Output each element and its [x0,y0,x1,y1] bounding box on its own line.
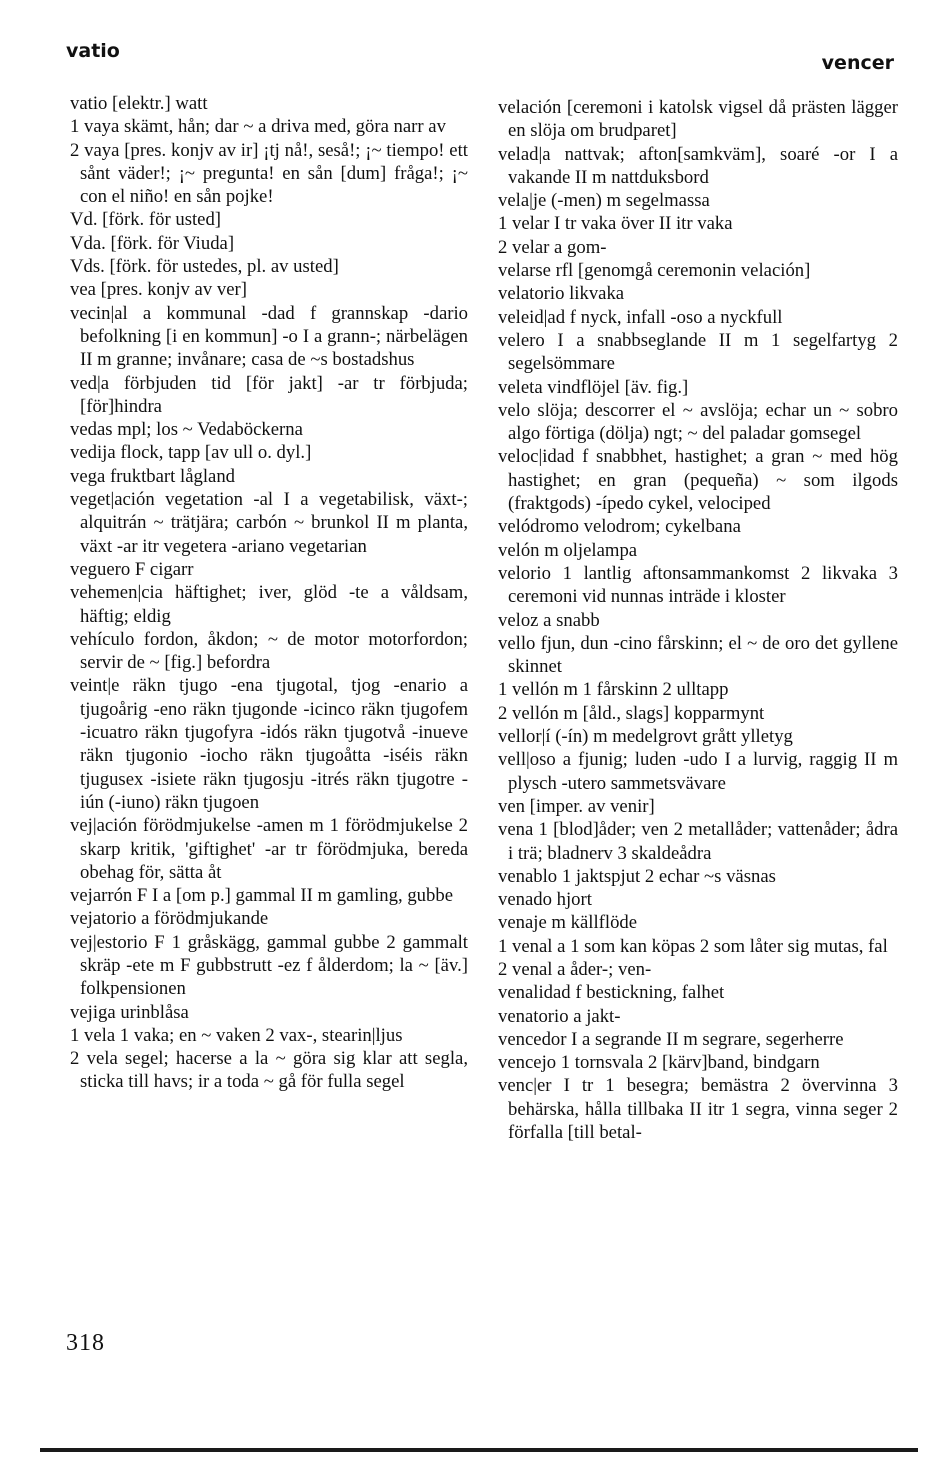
dictionary-entry: velad|a nattvak; afton[samkväm], soaré -or I a vakande II m nattduksbord [498,143,898,188]
dictionary-entry: vej|estorio F 1 gråskägg, gammal gubbe 2 gammalt skräp -ete m F gubbstrutt -ez f ålderdom; la ~ [äv.] folkpensionen [70,931,468,1000]
dictionary-entry: vell|oso a fjunig; luden -udo I a lurvig, raggig II m plysch -utero sammetsvävare [498,749,898,794]
dictionary-entry: vejatorio a förödmjukande [70,908,269,930]
dictionary-entry: velatorio likvaka [498,283,625,305]
dictionary-entry: venado hjort [498,889,592,911]
dictionary-entry: vedas mpl; los ~ Vedaböckerna [70,419,303,441]
dictionary-entry: Vd. [förk. för usted] [70,209,222,231]
dictionary-entry: vejarrón F I a [om p.] gammal II m gamling, gubbe [70,885,453,907]
dictionary-entry: venalidad f bestickning, falhet [498,982,725,1004]
dictionary-entry: velero I a snabbseglande II m 1 segelfartyg 2 segelsömmare [498,329,898,375]
dictionary-entry: vecin|al a kommunal -dad f grannskap -dario befolkning [i en kommun] -o I a grann-; närbelägen II m granne; invånare; casa de ~s bostadshus [70,302,468,371]
dictionary-entry: 1 vellón m 1 fårskinn 2 ulltapp [498,679,729,701]
dictionary-entry: veloz a snabb [498,609,600,631]
dictionary-entry: Vda. [förk. för Viuda] [70,232,235,254]
dictionary-entry: 2 velar a gom- [498,236,607,258]
dictionary-entry: ved|a förbjuden tid [för jakt] -ar tr förbjuda; [för]hindra [70,372,468,417]
dictionary-entry: venablo 1 jaktspjut 2 echar ~s väsnas [498,865,776,887]
dictionary-entry: vena 1 [blod]åder; ven 2 metallåder; vattenåder; ådra i trä; bladnerv 3 skaldeådra [498,819,898,864]
dictionary-entry: 1 velar I tr vaka över II itr vaka [498,213,733,235]
dictionary-entry: vatio [elektr.] watt [70,93,208,114]
dictionary-entry: vea [pres. konjv av ver] [70,279,247,301]
dictionary-entry: venatorio a jakt- [498,1005,621,1027]
dictionary-entry: vejiga urinblåsa [70,1001,189,1023]
dictionary-entry: Vds. [förk. för ustedes, pl. av usted] [70,256,339,278]
dictionary-entry: veguero F cigarr [70,558,194,580]
dictionary-entry: velo slöja; descorrer el ~ avslöja; echar un ~ sobro algo förtiga (dölja) ngt; ~ del paladar gomsegel [498,399,898,445]
dictionary-entry: veloc|idad f snabbhet, hastighet; a gran ~ med hög hastighet; en gran (pequeña) ~ som ilgods (fraktgods) -ípedo cykel, velociped [498,446,898,515]
guide-word-right: vencer [821,52,894,74]
dictionary-entry: vega fruktbart lågland [70,465,236,487]
dictionary-entry: velódromo velodrom; cykelbana [498,516,741,538]
right-column [498,96,898,1144]
dictionary-entry: venaje m källflöde [498,912,638,934]
dictionary-entry: vehículo fordon, åkdon; ~ de motor motorfordon; servir de ~ [fig.] befordra [70,628,468,674]
dictionary-entry: velón m oljelampa [498,539,638,561]
dictionary-entry: 2 vellón m [åld., slags] kopparmynt [498,702,765,724]
page-number: 318 [66,1330,105,1356]
dictionary-entry: 1 vaya skämt, hån; dar ~ a driva med, göra narr av [70,116,446,138]
dictionary-entry: veint|e räkn tjugo -ena tjugotal, tjog -enario a tjugoårig -eno räkn tjugonde -icinco räkn tjugofem -icuatro räkn tjugofyra -idós räkn tjugotvå -inueve räkn tjugonio -iocho räkn tjugoåtta -iséis räkn tjugusex -isiete räkn tjugosju -itrés räkn tjugotre -iún (-iuno) räkn tjugoen [70,675,468,813]
dictionary-entry: ven [imper. av venir] [498,795,655,817]
dictionary-entry: veget|ación vegetation -al I a vegetabilisk, växt-; alquitrán ~ trätjära; carbón ~ brunkol II m planta, växt -ar itr vegetera -ariano vegetarian [70,489,468,557]
dictionary-entry: vello fjun, dun -cino fårskinn; el ~ de oro det gyllene skinnet [498,632,898,678]
dictionary-entry: vej|ación förödmjukelse -amen m 1 förödmjukelse 2 skarp kritik, 'giftighet' -ar tr förödmjuka, bereda obehag för, sätta åt [70,815,468,883]
dictionary-entry: vela|je (-men) m segelmassa [498,190,710,212]
left-column [70,92,468,1094]
page-bottom-edge [40,1448,918,1452]
dictionary-entry: 1 vela 1 vaka; en ~ vaken 2 vax-, stearin|ljus [70,1024,403,1046]
dictionary-entry: velación [ceremoni i katolsk vigsel då prästen lägger en slöja om brudparet] [498,97,898,142]
dictionary-entry: 2 vaya [pres. konjv av ir] ¡tj nå!, seså!; ¡~ tiempo! ett sånt väder!; ¡~ pregunta! en sån [dum] fråga!; ¡~ con el niño! en sån pojke! [70,139,468,208]
dictionary-entry: venc|er I tr 1 besegra; bemästra 2 övervinna 3 behärska, hålla tillbaka II itr 1 segra, vinna seger 2 förfalla [till betal- [498,1075,898,1144]
dictionary-entry: 1 venal a 1 som kan köpas 2 som låter sig mutas, fal [498,935,888,957]
guide-word-left: vatio [66,40,120,62]
dictionary-entry: vehemen|cia häftighet; iver, glöd -te a våldsam, häftig; eldig [70,582,468,627]
dictionary-entry: veleta vindflöjel [äv. fig.] [498,376,689,398]
dictionary-entry: vencejo 1 tornsvala 2 [kärv]band, bindgarn [498,1052,820,1074]
dictionary-entry: vedija flock, tapp [av ull o. dyl.] [70,442,312,464]
dictionary-entry: vencedor I a segrande II m segrare, segerherre [498,1028,844,1050]
dictionary-entry: 2 venal a åder-; ven- [498,958,652,980]
dictionary-entry: velarse rfl [genomgå ceremonin velación] [498,260,811,282]
dictionary-entry: 2 vela segel; hacerse a la ~ göra sig klar att segla, sticka till havs; ir a toda ~ gå för fulla segel [70,1048,468,1093]
dictionary-entry: velorio 1 lantlig aftonsammankomst 2 likvaka 3 ceremoni vid nunnas inträde i kloster [498,562,898,608]
dictionary-entry: vellor|í (-ín) m medelgrovt grått ylletyg [498,726,793,748]
dictionary-entry: veleid|ad f nyck, infall -oso a nyckfull [498,306,783,328]
